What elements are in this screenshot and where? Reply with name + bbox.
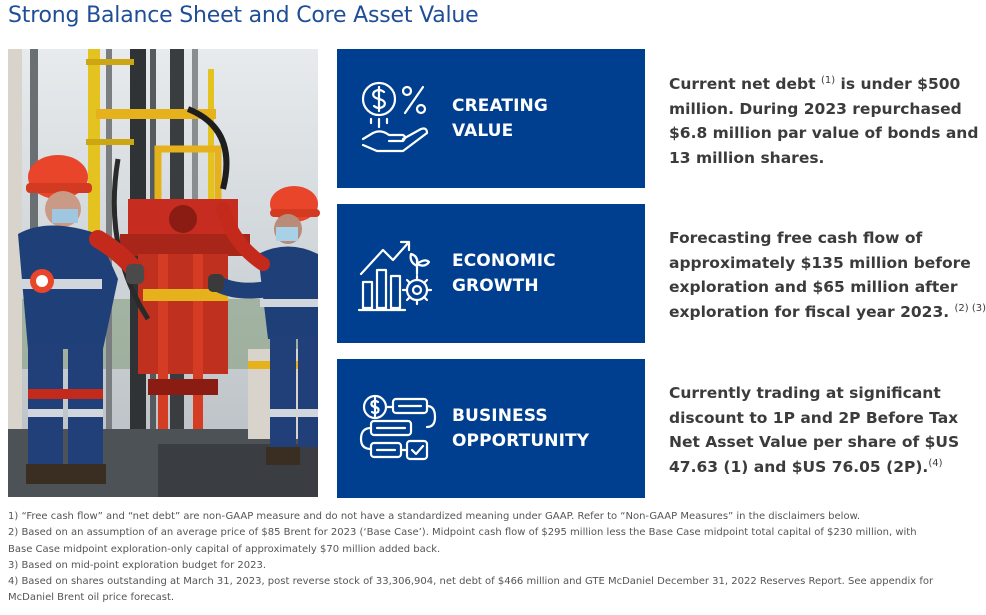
footnote-line: 1) “Free cash flow” and “net debt” are non-GAAP measure and do not have a standardized meaning under GAAP. Refer to “Non-GAAP Measures” in the disclaimers below. xyxy=(8,511,861,522)
footnote-line: Base Case midpoint exploration-only capital of approximately $70 million added back. xyxy=(8,543,441,555)
creating-value-description: Current net debt $^{(1)}$ is under $500 million. During 2023 repurchased $6.8 million par value of bonds and 13 million shares. xyxy=(669,75,979,167)
creating-value-label: CREATING VALUE xyxy=(452,96,548,141)
economic-growth-panel xyxy=(337,204,645,343)
business-opportunity-description: Currently trading at significant discount to 1P and 2P Before Tax Net Asset Value per share of $US 47.63 (1) and $US 76.05 (2P).$^{(4)}$ xyxy=(669,384,960,476)
footnote-line: McDaniel Brent oil price forecast. xyxy=(8,592,175,604)
business-opportunity-panel xyxy=(337,359,645,498)
creating-value-panel xyxy=(337,49,645,188)
footnote-line: 3) Based on mid-point exploration budget for 2023. xyxy=(8,559,267,571)
rig-workers-photo xyxy=(8,49,318,497)
dollar-percent-hand-icon xyxy=(359,79,435,159)
page-title: Strong Balance Sheet and Core Asset Value xyxy=(8,3,479,28)
business-opportunity-label: BUSINESS OPPORTUNITY xyxy=(452,406,590,451)
footnote-line: 4) Based on shares outstanding at March 31, 2023, post reverse stock of 33,306,904, net debt of $466 million and GTE McDaniel December 31, 2022 Reserves Report. See appendix for xyxy=(8,576,934,588)
growth-chart-gear-icon xyxy=(359,234,435,314)
opportunity-flow-icon xyxy=(359,389,435,469)
economic-growth-label: ECONOMIC GROWTH xyxy=(452,251,556,296)
footnote-line: 2) Based on an assumption of an average price of $85 Brent for 2023 (‘Base Case’). Midpoint cash flow of $295 million less the Base Case midpoint total capital of $230 million, with xyxy=(8,527,917,539)
footnotes xyxy=(8,509,954,607)
economic-growth-description: Forecasting free cash flow of approximately $135 million before exploration and $65 million after exploration for fiscal year 2023. $^{(2) (3)}$ xyxy=(669,229,986,321)
